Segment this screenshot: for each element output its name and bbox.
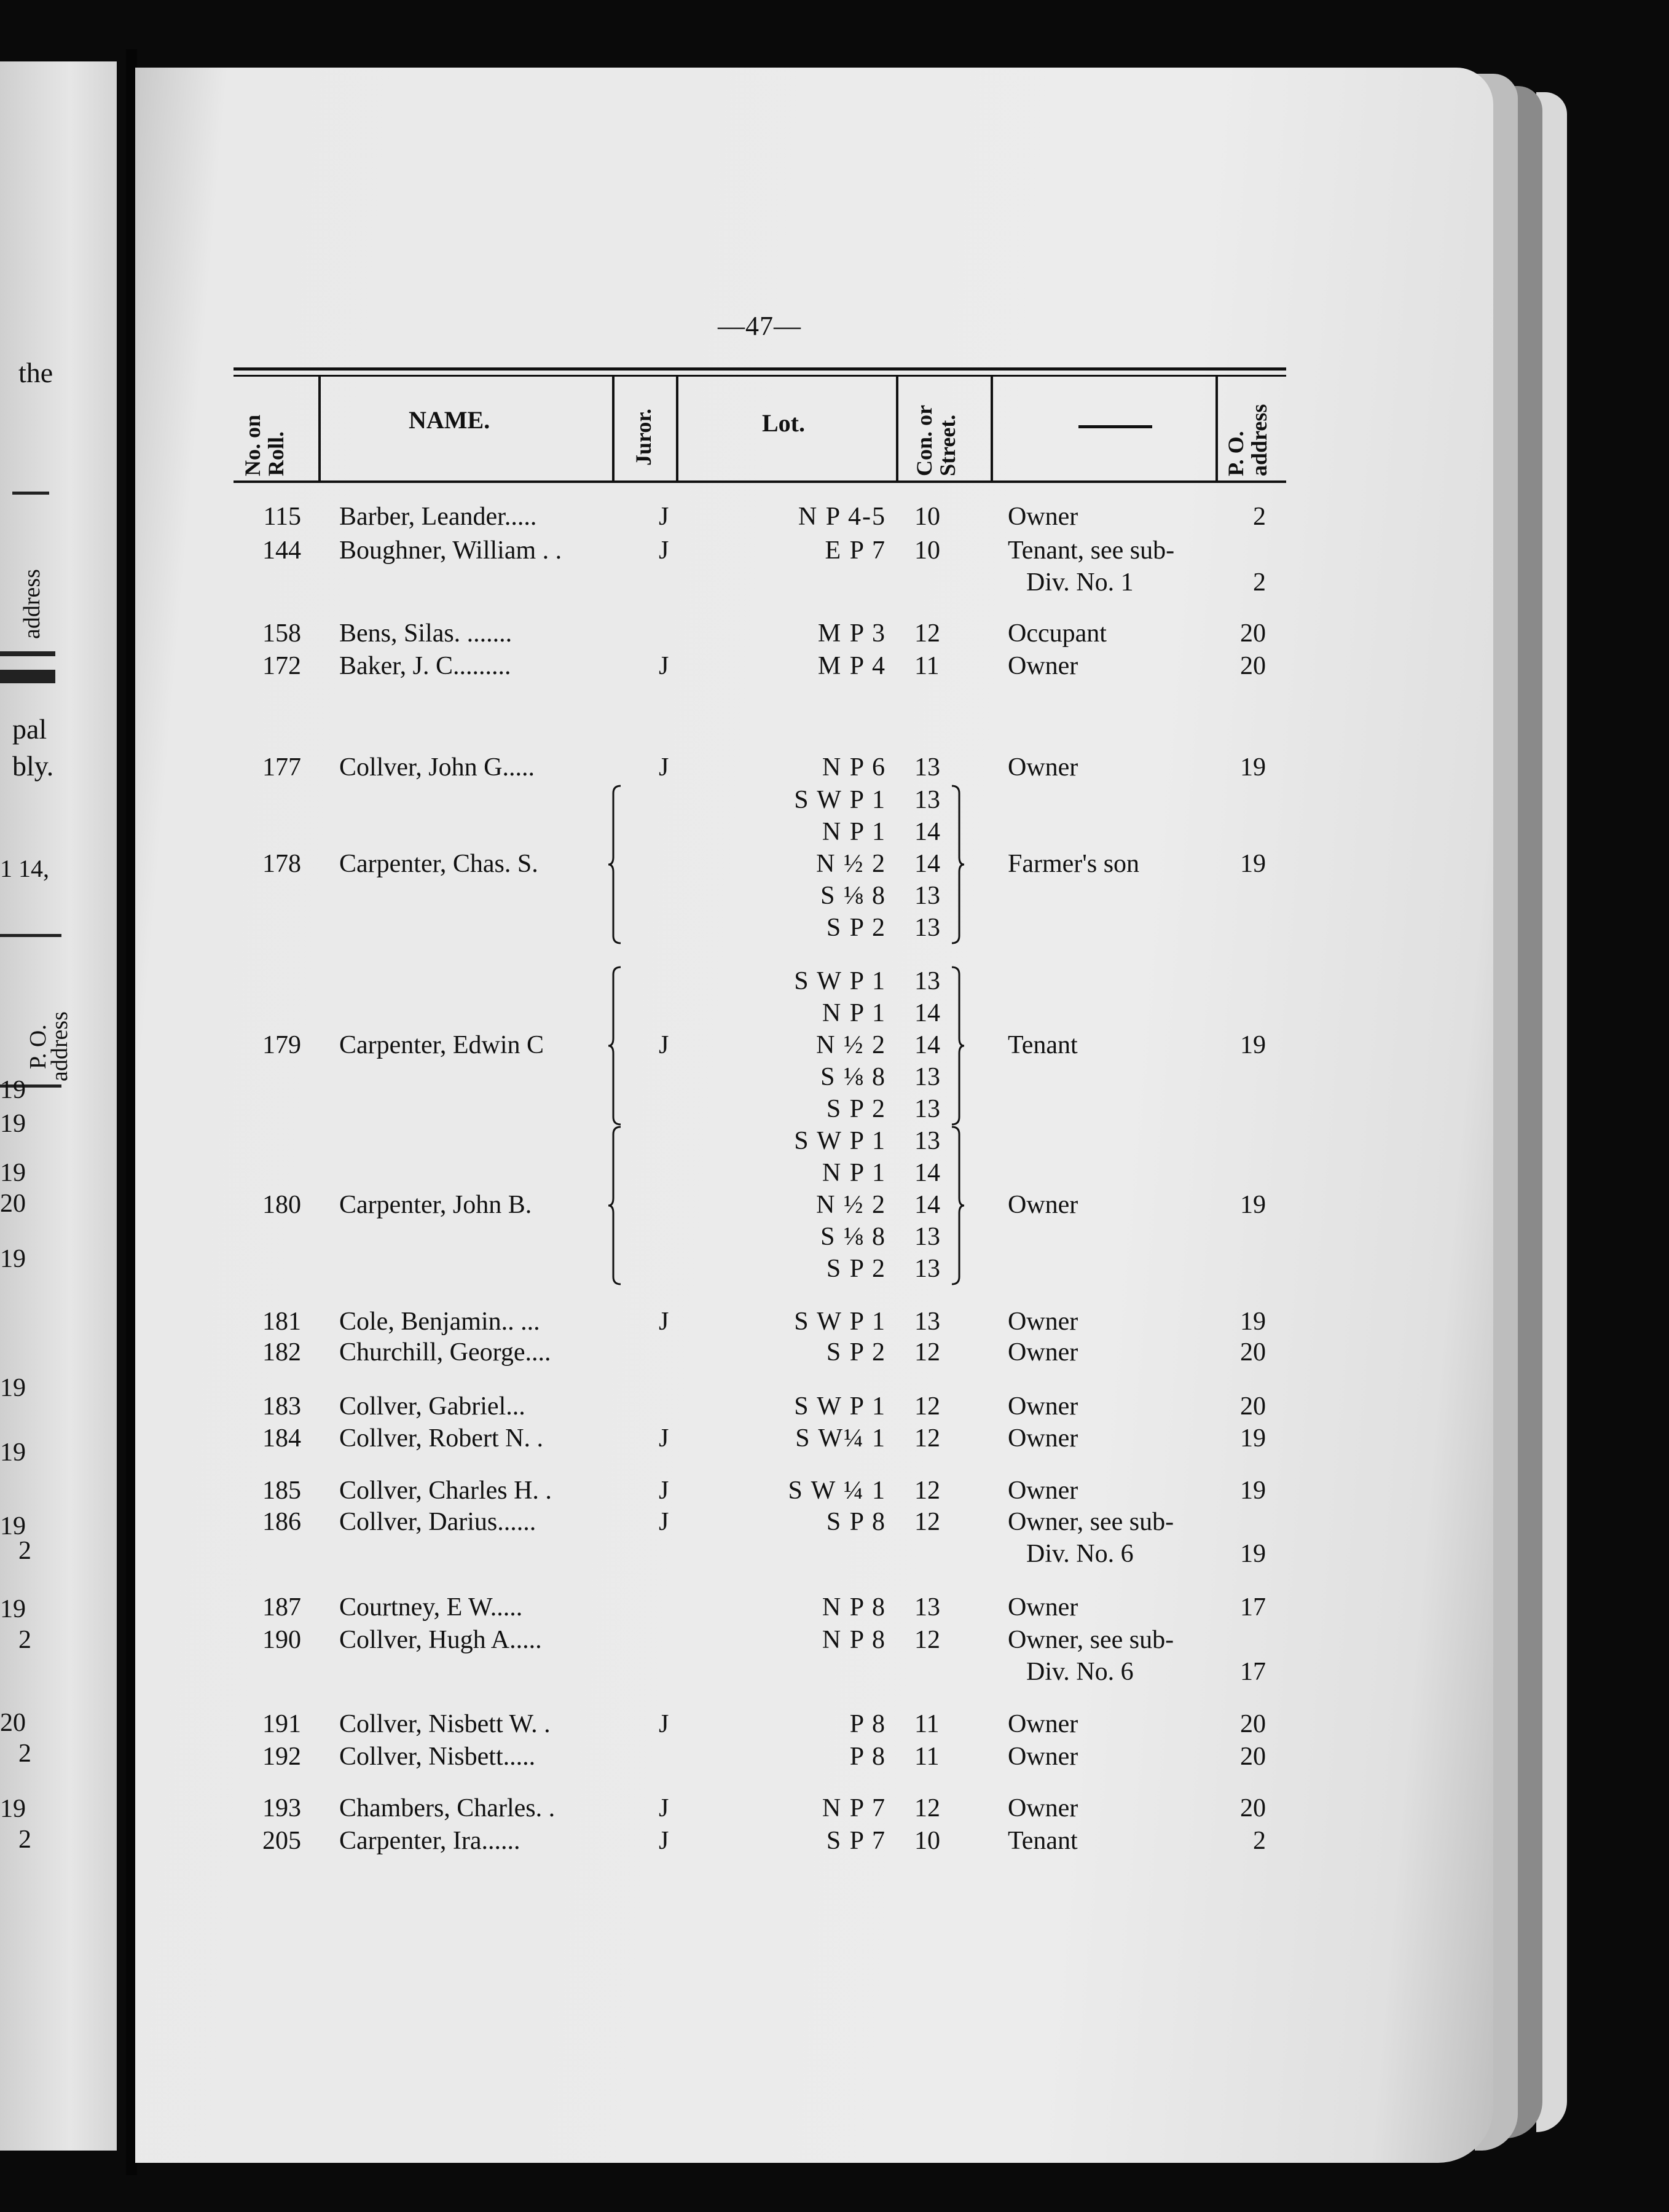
lot: N ½ 2 <box>816 1031 886 1059</box>
right-brace <box>949 966 965 1126</box>
po-address: 17 <box>1240 1658 1266 1686</box>
column-separator <box>676 376 678 480</box>
header-blank-dash <box>1078 425 1152 428</box>
po-address: 17 <box>1240 1593 1266 1622</box>
concession: 11 <box>914 1710 940 1738</box>
concession: 14 <box>914 1031 940 1059</box>
header-top-rule <box>234 367 1286 371</box>
fragment-text: the <box>18 357 53 388</box>
po-value: 19 <box>0 1076 26 1104</box>
concession: 14 <box>914 999 940 1027</box>
juror-mark: J <box>659 652 669 680</box>
po-value: 20 <box>0 1709 26 1737</box>
concession: 10 <box>914 1827 940 1855</box>
concession: 12 <box>914 1508 940 1536</box>
roll-number: 191 <box>262 1710 301 1738</box>
po-header-fragment <box>18 569 45 639</box>
status: Farmer's son <box>1008 850 1140 878</box>
column-separator <box>896 376 898 480</box>
juror-mark: J <box>659 1424 669 1453</box>
name: Cole, Benjamin.. ... <box>339 1308 540 1336</box>
name: Carpenter, Edwin C <box>339 1031 544 1059</box>
status: Owner <box>1008 652 1078 680</box>
lot: S W P 1 <box>794 1127 886 1155</box>
po-value: 19 <box>0 1512 26 1540</box>
name: Collver, John G..... <box>339 753 535 782</box>
po-address: 2 <box>1253 503 1266 531</box>
fragment-text: 1 14, <box>0 855 49 882</box>
name: Boughner, William . . <box>339 536 562 565</box>
header-line: Roll. <box>264 431 288 476</box>
left-brace <box>607 1126 623 1285</box>
status: Owner, see sub- <box>1008 1508 1174 1536</box>
concession: 12 <box>914 1424 940 1453</box>
header-line: Street. <box>935 414 960 476</box>
lot: N P 4-5 <box>798 503 886 531</box>
concession: 12 <box>914 1794 940 1822</box>
lot: S P 2 <box>826 914 886 942</box>
concession: 12 <box>914 1626 940 1654</box>
header-name: NAME. <box>409 406 490 434</box>
roll-number: 172 <box>262 652 301 680</box>
name: Collver, Nisbett W. . <box>339 1710 551 1738</box>
header-lot: Lot. <box>762 409 805 437</box>
concession: 13 <box>914 1255 940 1283</box>
concession: 10 <box>914 503 940 531</box>
rule <box>12 492 49 495</box>
po-address: 2 <box>1253 568 1266 597</box>
header-line: address <box>1247 404 1271 476</box>
lot: P 8 <box>849 1743 886 1771</box>
status: Owner <box>1008 1392 1078 1421</box>
po-value: 19 <box>0 1245 26 1273</box>
name: Collver, Gabriel... <box>339 1392 525 1421</box>
header-line: Con. or <box>912 405 937 476</box>
concession: 11 <box>914 652 940 680</box>
po-address: 20 <box>1240 1743 1266 1771</box>
name: Bens, Silas. ....... <box>339 619 512 648</box>
status: Owner <box>1008 1593 1078 1622</box>
po-value: 19 <box>0 1110 26 1138</box>
lot: S W P 1 <box>794 1308 886 1336</box>
column-separator <box>1215 376 1218 480</box>
name: Chambers, Charles. . <box>339 1794 556 1822</box>
status-continued: Div. No. 6 <box>1026 1658 1134 1686</box>
lot: S W P 1 <box>794 786 886 814</box>
status: Owner <box>1008 503 1078 531</box>
po-header-fragment-3 <box>46 1011 73 1081</box>
name: Collver, Robert N. . <box>339 1424 543 1453</box>
juror-mark: J <box>659 536 669 565</box>
po-value: 19 <box>0 1374 26 1402</box>
roll-number: 184 <box>262 1424 301 1453</box>
left-brace <box>607 785 623 944</box>
name: Carpenter, John B. <box>339 1191 532 1219</box>
concession: 13 <box>914 967 940 995</box>
roll-number: 192 <box>262 1743 301 1771</box>
name: Collver, Darius...... <box>339 1508 536 1536</box>
status: Owner <box>1008 1338 1078 1367</box>
status: Owner <box>1008 1191 1078 1219</box>
juror-mark: J <box>659 1308 669 1336</box>
concession: 12 <box>914 1392 940 1421</box>
status: Owner <box>1008 1424 1078 1453</box>
status: Owner <box>1008 1794 1078 1822</box>
name: Barber, Leander..... <box>339 503 537 531</box>
concession: 13 <box>914 1095 940 1123</box>
lot: N P 1 <box>822 1159 886 1187</box>
juror-mark: J <box>659 753 669 782</box>
roll-number: 205 <box>262 1827 301 1855</box>
header-line: P. O. <box>1223 431 1248 476</box>
po-value: 2 <box>18 1626 31 1654</box>
roll-number: 115 <box>263 503 301 531</box>
right-brace <box>949 1126 965 1285</box>
fragment-text: bly. <box>12 750 54 782</box>
lot: S W P 1 <box>794 967 886 995</box>
status: Owner <box>1008 753 1078 782</box>
fragment-text: pal <box>12 713 47 745</box>
lot: S W P 1 <box>794 1392 886 1421</box>
status: Occupant <box>1008 619 1107 648</box>
concession: 13 <box>914 1063 940 1091</box>
po-address: 20 <box>1240 1710 1266 1738</box>
lot: S W ¼ 1 <box>788 1477 886 1505</box>
po-address: 19 <box>1240 1477 1266 1505</box>
status: Tenant <box>1008 1031 1078 1059</box>
lot: S P 2 <box>826 1255 886 1283</box>
lot: N P 6 <box>822 753 886 782</box>
status-continued: Div. No. 6 <box>1026 1540 1134 1568</box>
po-header-address: address <box>19 569 45 639</box>
lot: S ⅛ 8 <box>820 882 886 910</box>
name: Baker, J. C......... <box>339 652 511 680</box>
name: Carpenter, Chas. S. <box>339 850 538 878</box>
lot: N P 1 <box>822 999 886 1027</box>
roll-number: 187 <box>262 1593 301 1622</box>
concession: 13 <box>914 1308 940 1336</box>
po-address: 19 <box>1240 1424 1266 1453</box>
juror-mark: J <box>659 1508 669 1536</box>
name: Collver, Nisbett..... <box>339 1743 536 1771</box>
po-address: 20 <box>1240 1794 1266 1822</box>
po-address: 19 <box>1240 1308 1266 1336</box>
lot: S P 7 <box>826 1827 886 1855</box>
lot: M P 3 <box>817 619 886 648</box>
po-value: 2 <box>18 1826 31 1854</box>
concession: 13 <box>914 914 940 942</box>
lot: S ⅛ 8 <box>820 1063 886 1091</box>
concession: 14 <box>914 850 940 878</box>
po-address: 19 <box>1240 1191 1266 1219</box>
concession: 14 <box>914 1159 940 1187</box>
header-top-rule-thin <box>234 375 1286 377</box>
roll-number: 182 <box>262 1338 301 1367</box>
juror-mark: J <box>659 1031 669 1059</box>
name: Collver, Charles H. . <box>339 1477 552 1505</box>
concession: 12 <box>914 619 940 648</box>
name: Churchill, George.... <box>339 1338 551 1367</box>
juror-mark: J <box>659 1794 669 1822</box>
concession: 13 <box>914 1223 940 1251</box>
po-value: 2 <box>18 1739 31 1768</box>
lot: M P 4 <box>817 652 886 680</box>
roll-number: 185 <box>262 1477 301 1505</box>
column-separator <box>318 376 321 480</box>
concession: 13 <box>914 753 940 782</box>
lot: P 8 <box>849 1710 886 1738</box>
po-header-address: address <box>47 1011 73 1081</box>
po-header-po: P. O. <box>25 1024 51 1069</box>
po-address: 19 <box>1240 1031 1266 1059</box>
lot: S P 2 <box>826 1095 886 1123</box>
lot: N P 7 <box>822 1794 886 1822</box>
status: Tenant <box>1008 1827 1078 1855</box>
po-address: 19 <box>1240 753 1266 782</box>
roll-number: 193 <box>262 1794 301 1822</box>
concession: 12 <box>914 1338 940 1367</box>
rule <box>0 934 61 937</box>
header-no-on-roll <box>241 415 288 476</box>
concession: 13 <box>914 882 940 910</box>
concession: 10 <box>914 536 940 565</box>
status: Owner, see sub- <box>1008 1626 1174 1654</box>
roll-number: 158 <box>262 619 301 648</box>
status: Owner <box>1008 1743 1078 1771</box>
concession: 12 <box>914 1477 940 1505</box>
header-con-or-street <box>913 405 959 476</box>
po-value: 19 <box>0 1795 26 1823</box>
roll-number: 186 <box>262 1508 301 1536</box>
po-address: 20 <box>1240 619 1266 648</box>
po-address: 20 <box>1240 652 1266 680</box>
name: Collver, Hugh A..... <box>339 1626 542 1654</box>
name: Courtney, E W..... <box>339 1593 523 1622</box>
po-address: 20 <box>1240 1392 1266 1421</box>
lot: N P 8 <box>822 1626 886 1654</box>
status: Owner <box>1008 1477 1078 1505</box>
lot: N ½ 2 <box>816 850 886 878</box>
roll-number: 180 <box>262 1191 301 1219</box>
po-address: 20 <box>1240 1338 1266 1367</box>
roll-number: 181 <box>262 1308 301 1336</box>
po-address: 2 <box>1253 1827 1266 1855</box>
lot: N ½ 2 <box>816 1191 886 1219</box>
concession: 14 <box>914 1191 940 1219</box>
header-line: No. on <box>240 414 265 476</box>
concession: 13 <box>914 786 940 814</box>
roll-number: 183 <box>262 1392 301 1421</box>
po-address: 19 <box>1240 1540 1266 1568</box>
po-value: 19 <box>0 1159 26 1187</box>
rule <box>0 670 55 683</box>
roll-number: 179 <box>262 1031 301 1059</box>
juror-mark: J <box>659 1827 669 1855</box>
lot: N P 1 <box>822 818 886 846</box>
lot: S P 8 <box>826 1508 886 1536</box>
header-line: Juror. <box>631 408 656 466</box>
po-value: 20 <box>0 1190 26 1218</box>
juror-mark: J <box>659 1710 669 1738</box>
column-separator <box>612 376 615 480</box>
status-continued: Div. No. 1 <box>1026 568 1134 597</box>
roll-number: 177 <box>262 753 301 782</box>
rule <box>0 651 55 656</box>
lot: N P 8 <box>822 1593 886 1622</box>
header-po-address <box>1224 404 1271 476</box>
juror-mark: J <box>659 1477 669 1505</box>
previous-page-fragment <box>0 61 117 2151</box>
roll-number: 190 <box>262 1626 301 1654</box>
right-brace <box>949 785 965 944</box>
header-juror <box>632 409 655 466</box>
roll-number: 144 <box>262 536 301 565</box>
roll-number: 178 <box>262 850 301 878</box>
left-brace <box>607 966 623 1126</box>
status: Owner <box>1008 1710 1078 1738</box>
page-number: —47— <box>718 311 801 341</box>
header-bottom-rule <box>234 480 1286 483</box>
juror-mark: J <box>659 503 669 531</box>
concession: 13 <box>914 1593 940 1622</box>
lot: S P 2 <box>826 1338 886 1367</box>
name: Carpenter, Ira...... <box>339 1827 520 1855</box>
lot: E P 7 <box>825 536 886 565</box>
status: Tenant, see sub- <box>1008 536 1175 565</box>
lot: S W¼ 1 <box>795 1424 886 1453</box>
concession: 14 <box>914 818 940 846</box>
po-address: 19 <box>1240 850 1266 878</box>
po-value: 2 <box>18 1537 31 1565</box>
po-value: 19 <box>0 1438 26 1467</box>
column-separator <box>991 376 993 480</box>
concession: 13 <box>914 1127 940 1155</box>
concession: 11 <box>914 1743 940 1771</box>
status: Owner <box>1008 1308 1078 1336</box>
po-value: 19 <box>0 1595 26 1623</box>
lot: S ⅛ 8 <box>820 1223 886 1251</box>
